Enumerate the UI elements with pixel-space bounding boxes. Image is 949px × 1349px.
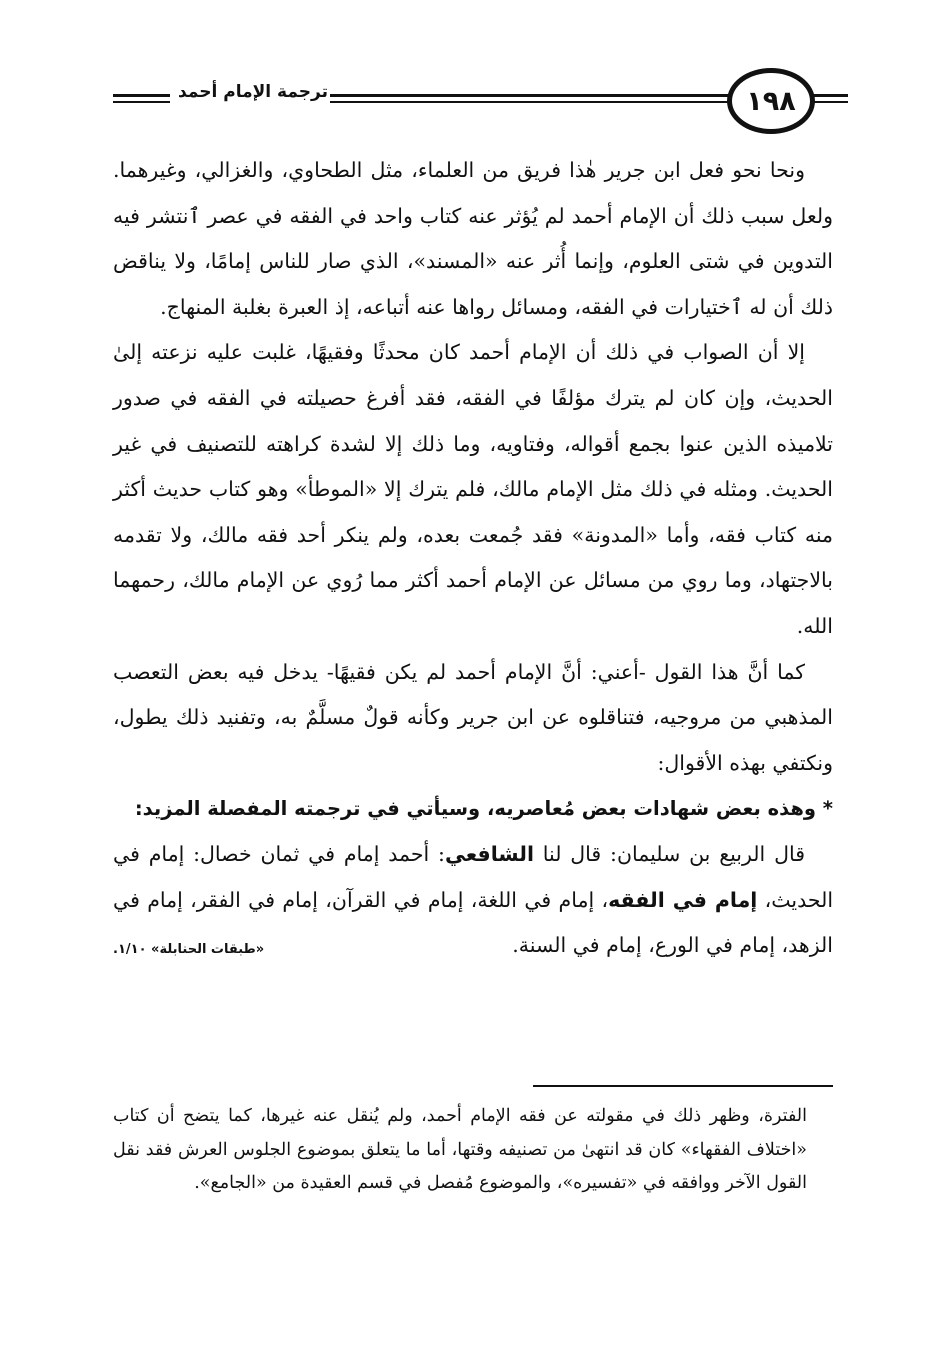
asterisk-marker: * <box>822 797 833 821</box>
section-heading-text: وهذه بعض شهادات بعض مُعاصريه، وسيأتي في ترجمته المفصلة المزيد: <box>134 797 816 821</box>
quote-paragraph <box>113 832 833 969</box>
footnote-separator <box>533 1085 833 1087</box>
paragraph-2 <box>113 330 833 649</box>
fiqh-phrase: إمام في الفقه <box>608 887 758 912</box>
page-number: ١٩٨ <box>727 68 815 134</box>
header-rule-left-bottom <box>113 101 170 103</box>
page-header <box>0 60 949 140</box>
paragraph-2-text: إلا أن الصواب في ذلك أن الإمام أحمد كان محدثًا وفقيهًا، غلبت عليه نزعته إلىٰ الحديث، وإن كان لم يترك مؤلفًا في الفقه، فقد أفرغ حصيلته في الفقه في صدور تلاميذه الذين عنوا بجمع أقواله، وفتاويه، وما ذلك إلا لشدة كراهته للتصنيف في غير الحديث. ومثله في ذلك مثل الإمام مالك، فلم يترك إلا «الموطأ» وهو كتاب حديث أكثر منه كتاب فقه، وأما «المدونة» فقد جُمعت بعده، ولم ينكر أحد فقه مالك، ولا تقدمه بالاجتهاد، وما روي من مسائل عن الإمام أحمد أكثر مما رُوي عن الإمام مالك، رحمهما الله. <box>113 340 833 638</box>
header-rule-right-top <box>812 94 848 97</box>
section-heading <box>113 786 833 832</box>
quote-part-2: : أحمد إمام في ثمان خصال: إمام في الحديث، <box>113 841 834 912</box>
header-rule-middle-top <box>330 94 730 97</box>
paragraph-1 <box>113 148 833 330</box>
shafii-name: الشافعي <box>444 841 534 866</box>
citation: «طبقات الحنابلة» ١/١٠. <box>113 942 265 958</box>
footnote-text: الفترة، وظهر ذلك في مقولته عن فقه الإمام أحمد، ولم يُنقل عنه غيرها، كما يتضح أن كتاب «اختلاف الفقهاء» كان قد انتهىٰ من تصنيفه وقتها، أما ما يتعلق بموضوع الجلوس العرش فقد نقل القول الآخر ووافقه في «تفسيره»، والموضوع مُفصل في قسم العقيدة من «الجامع». <box>113 1106 807 1193</box>
paragraph-3 <box>113 650 833 787</box>
quote-part-3: ، إمام في اللغة، إمام في القرآن، إمام في الفقر، إمام في الزهد، إمام في الورع، إمام في السنة. <box>113 887 833 958</box>
running-title: ترجمة الإمام أحمد <box>178 82 328 102</box>
main-text <box>113 148 833 973</box>
quote-part-1: قال الربيع بن سليمان: قال لنا <box>533 841 806 866</box>
header-rule-right-bottom <box>812 101 848 103</box>
header-rule-left-top <box>113 94 170 97</box>
paragraph-3-text: كما أنَّ هذا القول -أعني: أنَّ الإمام أحمد لم يكن فقيهًا- يدخل فيه بعض التعصب المذهبي من مروجيه، فتناقلوه عن ابن جرير وكأنه قولٌ مسلَّمٌ به، وتفنيد ذلك يطول، ونكتفي بهذه الأقوال: <box>113 659 833 775</box>
header-rule-middle-bottom <box>330 101 730 103</box>
footnote <box>113 1100 807 1201</box>
paragraph-1-text: ونحا نحو فعل ابن جرير هٰذا فريق من العلماء، مثل الطحاوي، والغزالي، وغيرهما. ولعل سبب ذلك أن الإمام أحمد لم يُؤثر عنه كتاب واحد في الفقه في عصر ٱنتشر فيه التدوين في شتى العلوم، وإنما أُثر عنه «المسند»، الذي صار للناس إمامًا، ولا يناقض ذلك أن له ٱختيارات في الفقه، ومسائل رواها عنه أتباعه، إذ العبرة بغلبة المنهاج. <box>113 158 833 319</box>
